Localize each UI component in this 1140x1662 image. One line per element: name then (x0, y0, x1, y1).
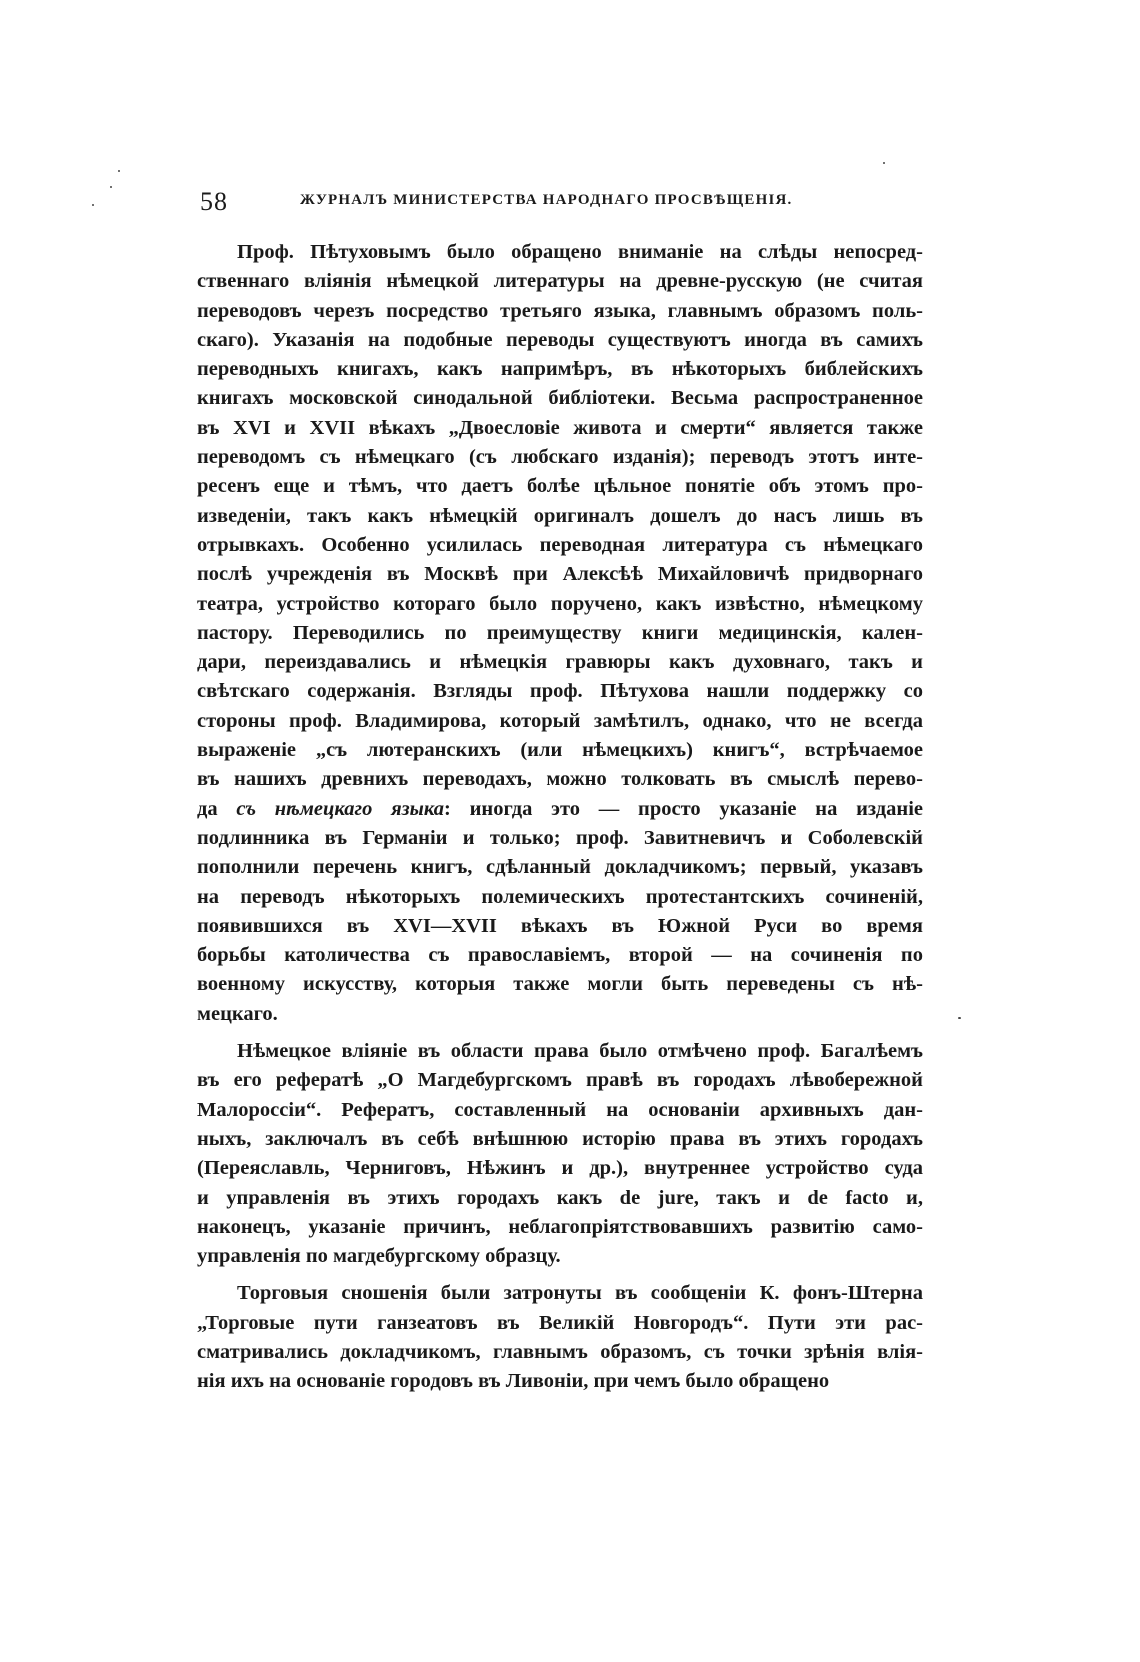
text-line: ныхъ, заключалъ въ себѣ внѣшнюю исторію права въ этихъ городахъ (197, 1127, 923, 1150)
text-line: Малороссіи“. Рефератъ, составленный на основаніи архивныхъ дан- (197, 1098, 923, 1121)
scan-speck (92, 204, 94, 206)
scan-speck (118, 170, 120, 172)
text-line: борьбы католичества съ православіемъ, второй — на сочиненія по (197, 944, 923, 967)
text-line: Нѣмецкое вліяніе въ области права было отмѣчено проф. Багалѣемъ (237, 1040, 923, 1063)
text-line: ресенъ еще и тѣмъ, что даетъ болѣе цѣльное понятіе объ этомъ про- (197, 475, 923, 498)
text-line: переводомъ съ нѣмецкаго (съ любскаго изданія); переводъ этотъ инте- (197, 446, 923, 469)
text-line: послѣ учрежденія въ Москвѣ при Алексѣѣ Михайловичѣ придворнаго (197, 563, 923, 586)
text-line: Торговыя сношенія были затронуты въ сообщеніи К. фонъ-Штерна (237, 1282, 923, 1305)
text-line: изведеніи, такъ какъ нѣмецкій оригиналъ дошелъ до насъ лишь въ (197, 504, 923, 527)
text-line: переводныхъ книгахъ, какъ напримѣръ, въ нѣкоторыхъ библейскихъ (197, 358, 923, 381)
text-line: дари, переиздавались и нѣмецкія гравюры какъ духовнаго, такъ и (197, 651, 923, 674)
text-line: театра, устройство котораго было поручено, какъ извѣстно, нѣмецкому (197, 592, 923, 615)
text-line: переводовъ черезъ посредство третьяго языка, главнымъ образомъ поль- (197, 299, 923, 322)
text-line: ственнаго вліянія нѣмецкой литературы на древне-русскую (не считая (197, 270, 923, 293)
text-line: скаго). Указанія на подобные переводы существуютъ иногда въ самихъ (197, 328, 923, 351)
text-line: отрывкахъ. Особенно усилилась переводная литература съ нѣмецкаго (197, 533, 923, 556)
scan-speck (958, 1017, 961, 1019)
scan-speck (883, 162, 885, 164)
text-line: въ XVI и XVII вѣкахъ „Двоесловіе живота и смерти“ является также (197, 416, 923, 439)
paragraph-2 (197, 1037, 923, 1271)
text-line: сматривались докладчикомъ, главнымъ образомъ, съ точки зрѣнія влія- (197, 1340, 923, 1363)
text-line: стороны проф. Владимирова, который замѣтилъ, однако, что не всегда (197, 709, 923, 732)
running-title: ЖУРНАЛЪ МИНИСТЕРСТВА НАРОДНАГО ПРОСВѢЩЕНІЯ. (300, 192, 793, 208)
text-line: въ его рефератѣ „О Магдебургскомъ правѣ въ городахъ лѣвобережной (197, 1069, 923, 1092)
text-line: Проф. Пѣтуховымъ было обращено вниманіе на слѣды непосред- (237, 241, 923, 263)
page-header (200, 187, 916, 217)
text-line: военному искусству, которыя также могли быть переведены съ нѣ- (197, 973, 923, 996)
page-number: 58 (200, 187, 228, 216)
paragraph-3 (197, 1279, 923, 1396)
text-line: и управленія въ этихъ городахъ какъ de jure, такъ и de facto и, (197, 1186, 923, 1209)
text-line: наконецъ, указаніе причинъ, неблагопріятствовавшихъ развитію само- (197, 1215, 923, 1238)
body-text (197, 238, 923, 1397)
paragraph-1 (197, 238, 923, 1029)
text-line: свѣтскаго содержанія. Взгляды проф. Пѣтухова нашли поддержку со (197, 680, 923, 703)
text-line: пастору. Переводились по преимуществу книги медицинскія, кален- (197, 621, 923, 644)
text-line: подлинника въ Германіи и только; проф. Завитневичъ и Соболевскій (197, 826, 923, 849)
text-line: книгахъ московской синодальной библіотеки. Весьма распространенное (197, 387, 923, 410)
text-line: мецкаго. (197, 1002, 278, 1025)
text-line: „Торговые пути ганзеатовъ въ Великій Новгородъ“. Пути эти рас- (197, 1311, 923, 1334)
text-line: на переводъ нѣкоторыхъ полемическихъ протестантскихъ сочиненій, (197, 885, 923, 908)
text-line: выраженіе „съ лютеранскихъ (или нѣмецкихъ) книгъ“, встрѣчаемое (197, 739, 923, 762)
text-line: пополнили перечень книгъ, сдѣланный докладчикомъ; первый, указавъ (197, 856, 923, 879)
text-line: (Переяславль, Черниговъ, Нѣжинъ и др.), внутреннее устройство суда (197, 1157, 923, 1180)
scan-speck (110, 186, 112, 188)
text-line: нія ихъ на основаніе городовъ въ Ливоніи, при чемъ было обращено (197, 1370, 830, 1393)
text-line: въ нашихъ древнихъ переводахъ, можно толковать въ смыслѣ перево- (197, 768, 923, 791)
text-line: управленія по магдебургскому образцу. (197, 1245, 561, 1268)
text-line: появившихся въ XVI—XVII вѣкахъ въ Южной Руси во время (197, 914, 923, 937)
text-line: да съ нѣмецкаго языка: иногда это — просто указаніе на изданіе (197, 797, 923, 820)
italic-phrase: съ нѣмецкаго языка (236, 797, 444, 820)
